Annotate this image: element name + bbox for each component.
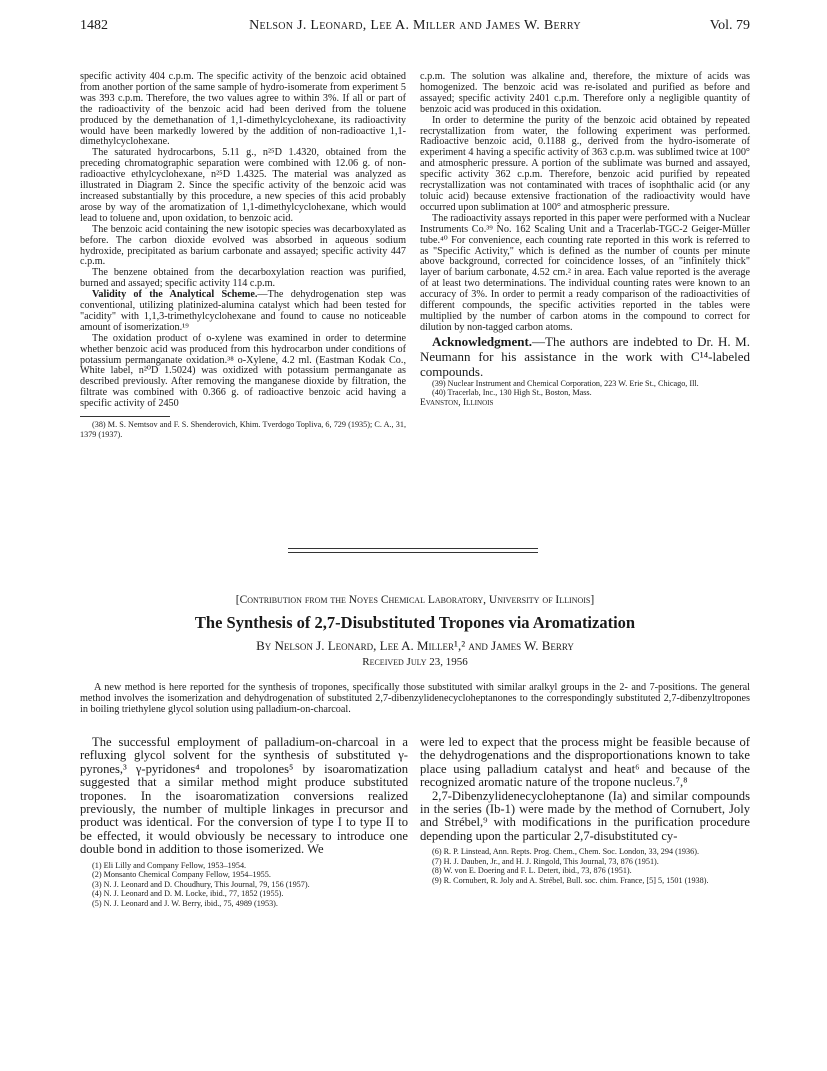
footnote: (40) Tracerlab, Inc., 130 High St., Boston, Mass. [432,388,592,398]
body-left-column [80,736,408,909]
paragraph: The benzene obtained from the decarboxylation reaction was purified, burned and assayed; specific activity 114 c.p.m. [80,267,406,290]
footnote: (38) M. S. Nemtsov and F. S. Shenderovich, Khim. Tverdogo Topliva, 6, 729 (1935); C. A., 31, 1379 (1937). [80,420,406,439]
abstract: A new method is here reported for the synthesis of tropones, specifically those substituted with similar aralkyl groups in the 2- and 7-positions. The general method involves the isomerization and dehydrogenation of substituted 2,7-dibenzylidenecycloheptanones to the correspondingly substituted 2,7-dibenzyltropones in boiling triethylene glycol solution using palladium-on-charcoal. [80,682,750,715]
running-title: Nelson J. Leonard, Lee A. Miller and James W. Berry [249,18,581,33]
footnote: (8) W. von E. Doering and F. L. Detert, ibid., 73, 876 (1951). [432,866,632,876]
footnote: (6) R. P. Linstead, Ann. Repts. Prog. Chem., Chem. Soc. London, 33, 294 (1936). [432,847,699,857]
experimental-left-column [80,72,406,439]
paragraph: were led to expect that the process might be feasible because of the dehydrogenations and the disproportionations known to take place using palladium catalyst and heat⁶ and because of the recognized aromatic nature of the tropone nucleus.⁷,⁸ [420,735,750,790]
page-number: 1482 [80,18,108,33]
footnote: (3) N. J. Leonard and D. Choudhury, This Journal, 79, 156 (1957). [92,879,310,889]
acknowledgment-text: —The authors are indebted to Dr. H. M. Neumann for his assistance in the work with C¹⁴-labeled compounds. [420,333,750,379]
footnote: (7) H. J. Dauben, Jr., and H. J. Ringold, This Journal, 73, 876 (1951). [432,856,659,866]
paragraph: The benzoic acid containing the new isotopic species was decarboxylated as before. The carbon dioxide evolved was absorbed in aqueous sodium hydroxide, precipitated as barium carbonate and assayed; specific activity 447 c.p.m. [80,223,406,268]
footnote: (1) Eli Lilly and Company Fellow, 1953–1954. [92,860,247,870]
footnote: (4) N. J. Leonard and D. M. Locke, ibid., 77, 1852 (1955). [92,889,284,899]
section-text: —The dehydrogenation step was conventional, utilizing platinized-alumina catalyst which had been tested for "acidity" with 1,1,3-trimethylcyclohexane and found to cause no noticeable amount of isomerization.¹⁹ [80,289,406,333]
footnote: (39) Nuclear Instrument and Chemical Corporation, 223 W. Erie St., Chicago, Ill. [432,378,699,388]
byline: By Nelson J. Leonard, Lee A. Miller¹,² and James W. Berry [256,638,574,653]
article-title: The Synthesis of 2,7-Disubstituted Tropones via Aromatization [194,613,636,632]
paragraph: specific activity 404 c.p.m. The specific activity of the benzoic acid obtained from another portion of the same sample of hydro-isomerate from experiment 5 was 393 c.p.m. Therefore, the two values agree to within 3%. If all or part of the radioactivity of the benzoic acid had been derived from the toluene produced by the demethanation of 1,1-dimethylcyclohexane, its radioactivity would have been markedly lowered by the addition of non-radioactive 1,1-dimethylcyclohexane. [80,71,406,148]
running-header [80,18,750,38]
paragraph: The radioactivity assays reported in this paper were performed with a Nuclear Instruments Co.³⁹ No. 162 Scaling Unit and a Tracerlab-TGC-2 Geiger-Müller tube.⁴⁰ For convenience, each counting rate reported in this work is referred to as "Specific Activity," which is defined as the number of counts per minute above background, corrected for coincidence losses, of an "infinitely thick" layer of barium carbonate, 4.52 cm.² in area. Each value reported is the average of at least two determinations. The individual counting rates were known to an accuracy of 3%. In order to permit a ready comparison of the radioactivities of different compounds, the specific activities reported in the tables were multiplied by the number of carbon atoms in the compound to correct for dilution by non-tagged carbon atoms. [420,212,750,333]
footnote: (9) R. Cornubert, R. Joly and A. Strébel, Bull. soc. chim. France, [5] 5, 1501 (1938). [432,876,709,886]
acknowledgment [420,334,750,379]
footnote: (5) N. J. Leonard and J. W. Berry, ibid., 75, 4989 (1953). [92,899,278,909]
paragraph: The oxidation product of o-xylene was examined in order to determine whether benzoic acid was produced from this hydrocarbon under conditions of potassium permanganate oxidation.³⁸ o-Xylene, 4.2 ml. (Eastman Kodak Co., White label, n²⁰D 1.5024) was oxidized with potassium permanganate as described previously. After removing the manganese dioxide by filtration, the filtrate was combined with 0.366 g. of radioactive benzoic acid having a specific activity of 2450 [80,332,406,410]
contribution-line: [Contribution from the Noyes Chemical Laboratory, University of Illinois] [235,594,595,606]
volume-label: Vol. 79 [709,18,750,33]
received-date: Received July 23, 1956 [362,656,468,668]
institution-place: Evanston, Illinois [420,397,494,408]
article-separator [288,548,538,553]
body-right-column [420,736,750,886]
acknowledgment-heading: Acknowledgment. [432,333,533,349]
paragraph: 2,7-Dibenzylidenecycloheptanone (Ia) and similar compounds in the series (Ib-1) were made by the method of Cornubert, Joly and Strébel,⁹ with modifications in the purification procedure depending upon the particular 2,7-disubstituted cy- [420,788,750,843]
section-heading: Validity of the Analytical Scheme. [92,289,258,301]
experimental-right-column [420,72,750,409]
paragraph: c.p.m. The solution was alkaline and, therefore, the mixture of acids was homogenized. The benzoic acid was re-isolated and purified as before and assayed; specific activity 2401 c.p.m. Therefore only a negligible quantity of benzoic acid was produced in this oxidation. [420,71,750,115]
paragraph: In order to determine the purity of the benzoic acid obtained by repeated recrystallization from water, the following experiment was performed. Radioactive benzoic acid, 0.1188 g., derived from the hydro-isomerate of experiment 4 having a specific activity of 363 c.p.m. was sublimed twice at 100° and atmospheric pressure. A portion of the sublimate was burned and assayed, specific activity 362 c.p.m. Therefore, benzoic acid purified by repeated recrystallization was not contaminated with traces of isophthalic acid (or any toluic acid) because extensive fractionation of the radioactivity would have occurred upon sublimation at 100° and atmospheric pressure. [420,114,750,213]
footnote: (2) Monsanto Chemical Company Fellow, 1954–1955. [92,870,271,880]
footnote-divider [80,416,170,417]
paragraph [80,290,406,334]
paragraph: The successful employment of palladium-on-charcoal in a refluxing glycol solvent for the synthesis of substituted γ-pyrones,³ γ-pyridones⁴ and tropolones⁵ by isoaromatization suggested that a similar method might produce substituted tropones. In the isoaromatization conversions realized previously, the number of multiple linkages in precursor and product was identical. For the conversion of type I to type II to be effected, it would obviously be necessary to introduce one double bond in addition to those isomerized. We [80,735,408,857]
paragraph: The saturated hydrocarbons, 5.11 g., n²⁵D 1.4320, obtained from the preceding chromatographic separation were combined with 12.06 g. of non-radioactive ethylcyclohexane, n²⁵D 1.4325. The material was analyzed as illustrated in Diagram 2. Since the specific activity of the benzoic acid was increased substantially by this procedure, a new species of this acid probably arose by way of the aromatization of 1,1-dimethylcyclohexane, which would lead to toluene and, upon oxidation, to benzoic acid. [80,147,406,224]
